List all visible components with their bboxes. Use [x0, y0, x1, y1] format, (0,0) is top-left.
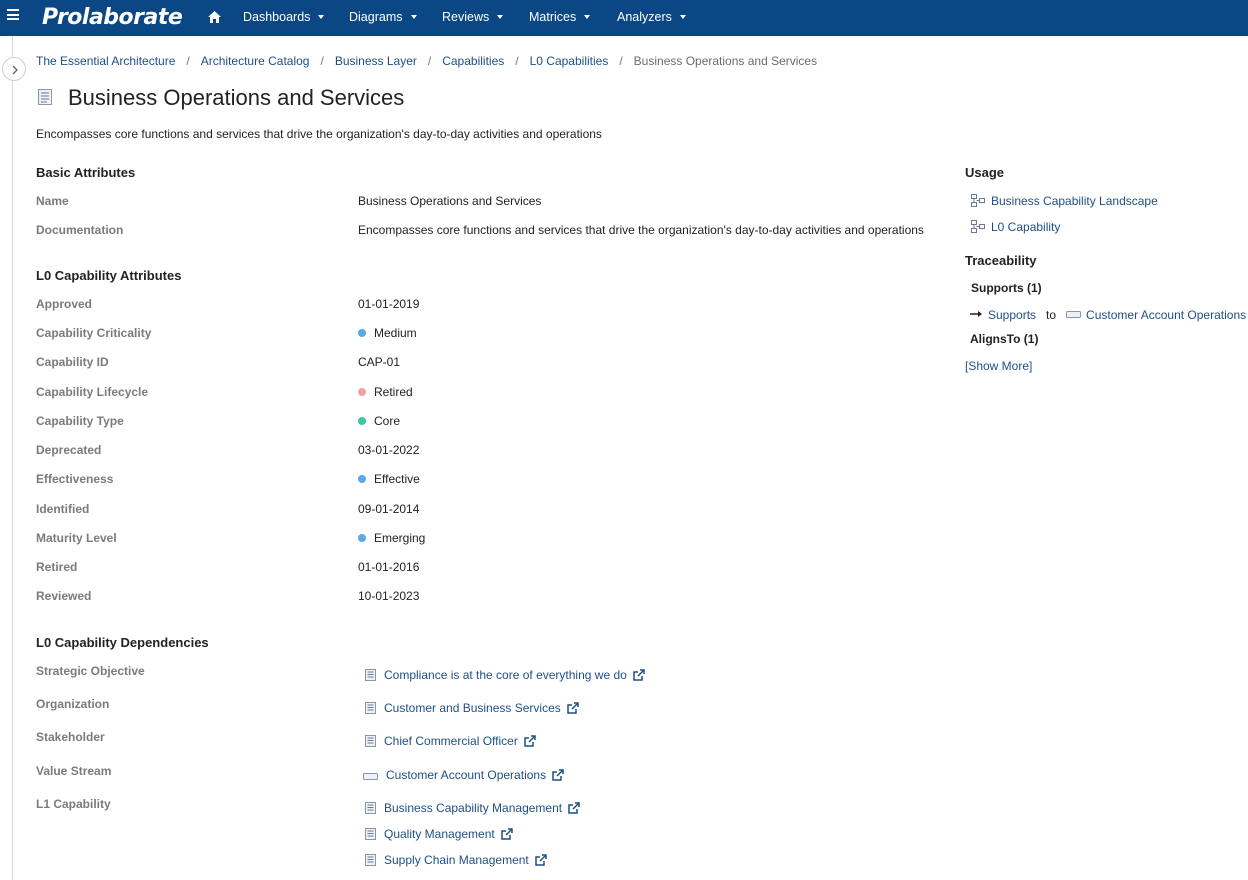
attribute-label: Maturity Level: [36, 531, 117, 545]
attribute-value: 10-01-2023: [358, 589, 420, 603]
dependency-label: Strategic Objective: [36, 664, 145, 678]
element-icon: [365, 828, 376, 840]
usage-title: Usage: [965, 165, 1005, 180]
chevron-down-icon: [411, 15, 417, 19]
section-title-basic-attributes: Basic Attributes: [36, 165, 136, 180]
dependency-label: Organization: [36, 697, 110, 711]
attribute-label: Approved: [36, 297, 93, 311]
breadcrumb-item[interactable]: Business Layer: [334, 54, 417, 68]
element-icon: [38, 89, 52, 105]
top-navigation-bar: [0, 0, 1248, 36]
dependency-link[interactable]: Compliance is at the core of everything we do: [365, 668, 645, 682]
dependency-link[interactable]: Quality Management: [365, 827, 513, 841]
section-title-dependencies: L0 Capability Dependencies: [36, 635, 209, 650]
attribute-value: 09-01-2014: [358, 502, 420, 516]
diagram-icon: [971, 194, 985, 207]
breadcrumb-item[interactable]: Architecture Catalog: [200, 54, 310, 68]
arrow-right-icon: [970, 310, 983, 318]
nav-matrices[interactable]: Matrices: [529, 10, 590, 24]
status-dot: [358, 475, 366, 483]
supports-link[interactable]: Supports: [988, 308, 1037, 322]
status-dot: [358, 329, 366, 337]
element-icon: [365, 702, 376, 714]
app-logo[interactable]: Prolaborate: [42, 5, 183, 30]
attribute-value: Medium: [358, 326, 417, 340]
section-title-l0-attributes: L0 Capability Attributes: [36, 268, 182, 283]
nav-dashboards[interactable]: Dashboards: [243, 10, 324, 24]
attribute-label: Capability Lifecycle: [36, 385, 149, 399]
external-link-icon[interactable]: [524, 735, 536, 747]
breadcrumb-item[interactable]: Capabilities: [442, 54, 505, 68]
external-link-icon[interactable]: [568, 802, 580, 814]
attribute-value: 03-01-2022: [358, 443, 420, 457]
sidebar-rail: [12, 36, 13, 880]
supports-header: Supports (1): [971, 281, 1042, 295]
attribute-value: Business Operations and Services: [358, 194, 542, 208]
value-stream-icon: [1066, 310, 1081, 319]
status-dot: [358, 417, 366, 425]
usage-link[interactable]: Business Capability Landscape: [971, 194, 1158, 208]
attribute-label: Documentation: [36, 223, 124, 237]
external-link-icon[interactable]: [535, 854, 547, 866]
value-stream-icon: [363, 772, 378, 781]
external-link-icon[interactable]: [633, 669, 645, 681]
breadcrumb-item[interactable]: The Essential Architecture: [36, 54, 176, 68]
nav-reviews[interactable]: Reviews: [442, 10, 503, 24]
page-title: Business Operations and Services: [68, 85, 405, 110]
dependency-link[interactable]: Customer Account Operations: [363, 768, 564, 782]
dependency-label: L1 Capability: [36, 797, 111, 811]
element-icon: [365, 735, 376, 747]
attribute-value: Core: [358, 414, 400, 428]
dependency-label: Value Stream: [36, 764, 112, 778]
trace-target-link[interactable]: Customer Account Operations: [1086, 308, 1247, 322]
attribute-label: Identified: [36, 502, 90, 516]
dependency-link[interactable]: Chief Commercial Officer: [365, 734, 536, 748]
traceability-title: Traceability: [965, 253, 1037, 268]
sidebar-expand-button[interactable]: [2, 57, 26, 81]
breadcrumb: The Essential Architecture / Architecture Catalog / Business Layer / Capabilities / L0 Capabilities / Business Operations and Services: [36, 54, 818, 68]
element-icon: [365, 669, 376, 681]
attribute-label: Capability Criticality: [36, 326, 152, 340]
attribute-label: Name: [36, 194, 69, 208]
breadcrumb-item[interactable]: L0 Capabilities: [529, 54, 609, 68]
attribute-value: Encompasses core functions and services that drive the organization's day-to-day activities and operations: [358, 223, 924, 237]
show-more-link[interactable]: [Show More]: [965, 359, 1033, 373]
external-link-icon[interactable]: [567, 702, 579, 714]
nav-diagrams[interactable]: Diagrams: [349, 10, 417, 24]
chevron-down-icon: [318, 15, 324, 19]
diagram-icon: [971, 220, 985, 233]
trace-row: Supports to Customer Account Operations: [970, 308, 1246, 322]
chevron-right-icon: [11, 65, 19, 75]
page-description: Encompasses core functions and services that drive the organization's day-to-day activities and operations: [36, 127, 602, 141]
attribute-value: CAP-01: [358, 355, 401, 369]
breadcrumb-current: Business Operations and Services: [633, 54, 818, 68]
alignsto-header: AlignsTo (1): [970, 332, 1039, 346]
attribute-value: 01-01-2016: [358, 560, 420, 574]
status-dot: [358, 534, 366, 542]
chevron-down-icon: [584, 15, 590, 19]
attribute-label: Retired: [36, 560, 78, 574]
hamburger-menu-icon[interactable]: [7, 9, 19, 21]
attribute-label: Reviewed: [36, 589, 92, 603]
dependency-link[interactable]: Business Capability Management: [365, 801, 580, 815]
status-dot: [358, 388, 366, 396]
attribute-label: Effectiveness: [36, 472, 114, 486]
dependency-link[interactable]: Customer and Business Services: [365, 701, 579, 715]
usage-link[interactable]: L0 Capability: [971, 220, 1060, 234]
attribute-value: Retired: [358, 385, 413, 399]
attribute-value: Emerging: [358, 531, 425, 545]
dependency-link[interactable]: Supply Chain Management: [365, 853, 547, 867]
nav-analyzers[interactable]: Analyzers: [617, 10, 686, 24]
home-icon[interactable]: [207, 10, 222, 24]
external-link-icon[interactable]: [552, 769, 564, 781]
attribute-value: Effective: [358, 472, 420, 486]
dependency-label: Stakeholder: [36, 730, 105, 744]
attribute-label: Deprecated: [36, 443, 102, 457]
element-icon: [365, 802, 376, 814]
chevron-down-icon: [680, 15, 686, 19]
external-link-icon[interactable]: [501, 828, 513, 840]
attribute-label: Capability ID: [36, 355, 109, 369]
chevron-down-icon: [497, 15, 503, 19]
attribute-label: Capability Type: [36, 414, 124, 428]
element-icon: [365, 854, 376, 866]
attribute-value: 01-01-2019: [358, 297, 420, 311]
